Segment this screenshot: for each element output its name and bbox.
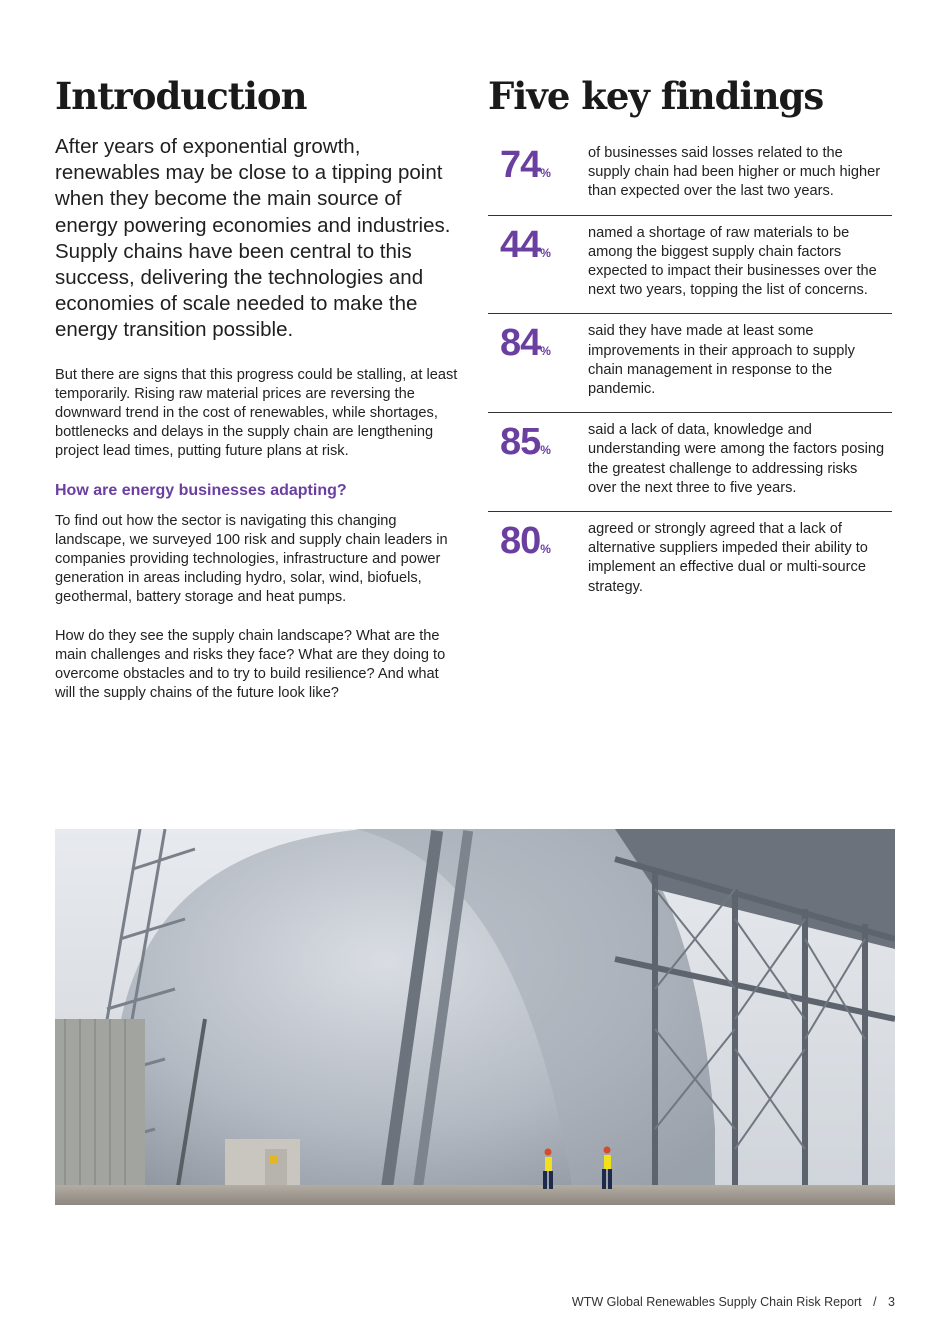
report-title: WTW Global Renewables Supply Chain Risk Report [571, 1295, 862, 1309]
page-number: 3 [888, 1295, 895, 1309]
finding-text: agreed or strongly agreed that a lack of alternative suppliers impeded their ability to implement an effective dual or multi-source strategy. [588, 521, 868, 595]
findings-title: Five key findings [488, 74, 824, 118]
percent-sign: % [540, 344, 551, 359]
finding-text: of businesses said losses related to the supply chain had been higher or much higher than expected over the last two years. [588, 145, 881, 200]
finding-text: said they have made at least some improvements in their approach to supply chain management in response to the pandemic. [588, 323, 855, 398]
finding-stat [488, 512, 588, 610]
finding-item [488, 512, 892, 610]
finding-stat [488, 314, 588, 412]
finding-text: named a shortage of raw materials to be among the biggest supply chain factors expected to impact their businesses over the next two years, topping the list of concerns. [588, 224, 877, 299]
finding-stat [488, 413, 588, 511]
intro-paragraph-1: But there are signs that this progress could be stalling, at least temporarily. Rising raw material prices are reversing the downward trend in the cost of renewables, while shortages, bottlenecks and delays in the supply chain are lengthening project lead times, putting future plans at risk. [55, 366, 458, 460]
finding-value: 80 [500, 520, 541, 563]
intro-paragraph-2: To find out how the sector is navigating this changing landscape, we surveyed 100 risk and supply chain leaders in companies providing technologies, infrastructure and power generation in areas including hydro, solar, wind, biofuels, geothermal, battery storage and heat pumps. [55, 512, 448, 606]
finding-value: 85 [500, 421, 541, 464]
finding-value: 74 [500, 144, 541, 186]
finding-stat [488, 216, 588, 314]
finding-text: said a lack of data, knowledge and understanding were among the factors posing the greatest challenge to addressing risks over the next three to five years. [588, 422, 885, 496]
percent-sign: % [540, 542, 551, 557]
finding-item [488, 314, 892, 413]
finding-item [488, 136, 892, 216]
percent-sign: % [540, 245, 551, 260]
intro-lead: After years of exponential growth, renewables may be close to a tipping point when they become the main source of energy powering economies and industries. Supply chains have been central to this success, delivering the technologies and economies of scale needed to make the energy transition possible. [55, 135, 451, 342]
finding-value: 84 [500, 322, 541, 365]
percent-sign: % [540, 443, 551, 458]
finding-item [488, 413, 892, 512]
findings-list [488, 136, 892, 610]
introduction-column [55, 72, 460, 703]
intro-paragraph-3: How do they see the supply chain landscape? What are the main challenges and risks they face? What are they doing to overcome obstacles and to try to build resilience? And what will the supply chains of the future look like? [55, 627, 446, 702]
percent-sign: % [540, 166, 551, 180]
page-footer [572, 1295, 895, 1309]
intro-subheading: How are energy businesses adapting? [55, 481, 347, 499]
footer-separator: / [873, 1295, 877, 1309]
finding-item [488, 216, 892, 315]
industrial-silo-photo [55, 829, 895, 1205]
finding-value: 44 [500, 223, 541, 266]
findings-column [488, 72, 892, 610]
finding-stat [488, 136, 588, 215]
intro-title: Introduction [55, 74, 307, 118]
